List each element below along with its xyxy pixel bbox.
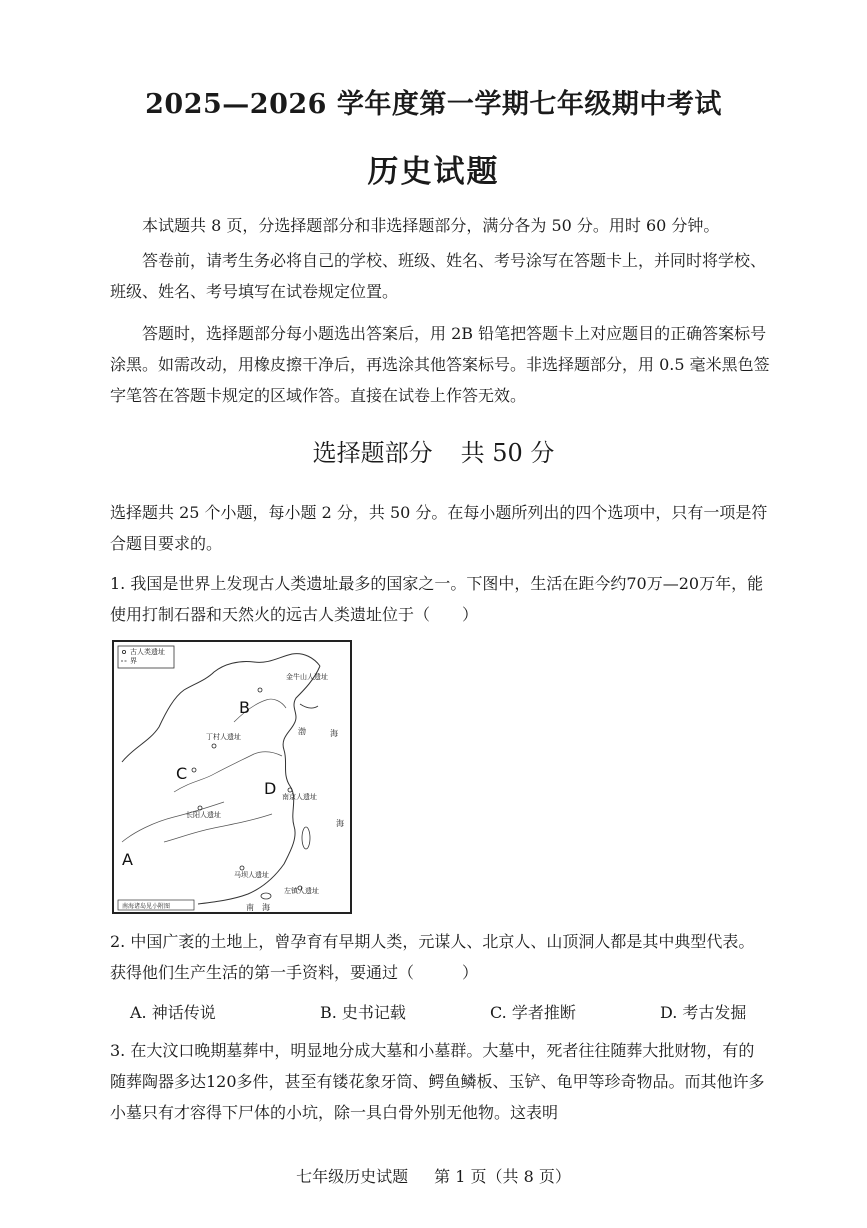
instruction-2: 答卷前，请考生务必将自己的学校、班级、姓名、考号涂写在答题卡上，并同时将学校、班级、姓名、考号填写在试卷规定位置。 — [110, 251, 767, 301]
map-letter-c: C — [176, 764, 188, 783]
question-3: 3. 在大汶口晚期墓葬中，明显地分成大墓和小墓群。大墓中，死者往往随葬大批财物，有的随葬陶器多达120多件，甚至有镂花象牙筒、鳄鱼鳞板、玉铲、龟甲等珍奇物品。而其他许多小墓只有才容得下尸体的小坑，除一具白骨外别无他物。这表明 — [110, 1041, 765, 1122]
ancient-sites-map — [112, 640, 352, 914]
instruction-3: 答题时，选择题部分每小题选出答案后，用 2B 铅笔把答题卡上对应题目的正确答案标号涂黑。如需改动，用橡皮擦干净后，再选涂其他答案标号。非选择题部分，用 0.5 毫米黑色签字笔答在答题卡规定的区域作答。直接在试卷上作答无效。 — [110, 324, 770, 405]
legend-boundary: 界 — [130, 657, 137, 665]
sea-label-hai-2: 海 — [336, 819, 344, 828]
map-letter-b: B — [239, 698, 250, 717]
section-name: 选择题部分 — [312, 439, 433, 467]
option-c: C. 学者推断 — [490, 1003, 576, 1022]
site-jinniushan: 金牛山人遗址 — [286, 673, 328, 681]
section-points: 共 50 分 — [460, 439, 555, 467]
site-nanjing: 南京人遗址 — [282, 793, 317, 801]
instruction-1: 本试题共 8 页，分选择题部分和非选择题部分，满分各为 50 分。用时 60 分钟。 — [142, 216, 720, 235]
site-dingcun: 丁村人遗址 — [206, 733, 241, 741]
option-b: B. 史书记载 — [320, 1003, 406, 1022]
site-changyang: 长阳人遗址 — [186, 811, 221, 819]
option-d: D. 考古发掘 — [660, 1003, 747, 1022]
section-heading — [0, 433, 867, 468]
subject-title: 历史试题 — [367, 154, 500, 190]
section-intro: 选择题共 25 个小题，每小题 2 分，共 50 分。在每小题所列出的四个选项中，只有一项是符合题目要求的。 — [110, 503, 768, 553]
sea-label-nan: 南 — [246, 903, 254, 912]
map-letter-d: D — [264, 779, 277, 798]
map-outline — [114, 642, 350, 912]
sea-label-hai-1: 海 — [330, 729, 338, 738]
footer-page: 第 1 页（共 8 页） — [434, 1167, 571, 1186]
exam-title: 2025—2026 学年度第一学期七年级期中考试 — [145, 89, 722, 120]
sea-label-hai-3: 海 — [262, 903, 270, 912]
page-footer — [0, 1164, 867, 1187]
site-maba: 马坝人遗址 — [234, 871, 269, 879]
option-a: A. 神话传说 — [130, 1003, 216, 1022]
map-letter-a: A — [122, 850, 133, 869]
footer-subject: 七年级历史试题 — [296, 1167, 409, 1186]
site-zuozhen: 左镇人遗址 — [284, 887, 319, 895]
legend-site: 古人类遗址 — [130, 648, 165, 656]
sea-label-bo: 渤 — [298, 727, 306, 736]
question-2: 2. 中国广袤的土地上，曾孕育有早期人类，元谋人、北京人、山顶洞人都是其中典型代表。获得他们生产生活的第一手资料，要通过（ ） — [110, 932, 755, 982]
map-note: 南海诸岛见小附图 — [122, 903, 171, 910]
question-1: 1. 我国是世界上发现古人类遗址最多的国家之一。下图中，生活在距今约70万—20万年，能使用打制石器和天然火的远古人类遗址位于（ ） — [110, 574, 764, 624]
